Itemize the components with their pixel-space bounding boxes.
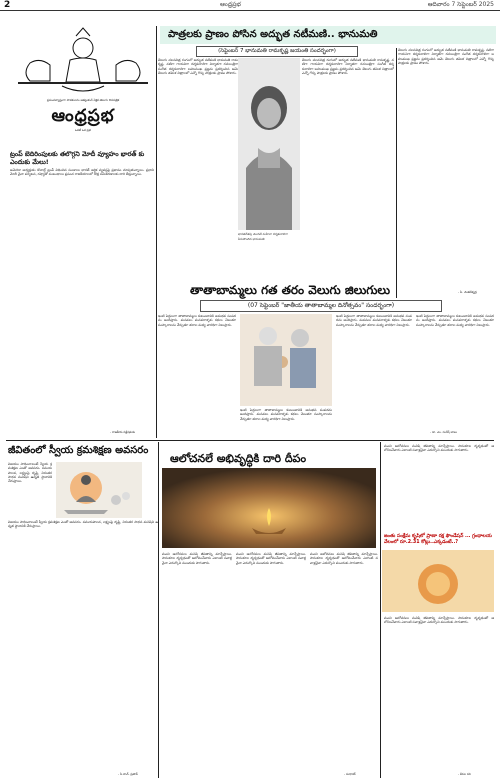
bhanumathi-headline: పాత్రలకు ప్రాణం పోసిన అద్భుత నటీమణి.. భానుమతి [168, 29, 378, 40]
discipline-byline: - సి.హెచ్. ప్రతాప్ [118, 772, 138, 776]
thought-col2: మంచి ఆలోచనలు మనిషి జీవితాన్ని మార్చేస్తాయి. సానుకూల దృక్పథంతో ఆలోచించేవారు ఎలాంటి సవాళ్లనైనా ఎదుర్కొని ముందుకు సాగుతారు. [236, 552, 306, 565]
bhanumathi-headline-banner [160, 26, 496, 44]
thought-headline: ఆలోచనలే అభివృద్ధికి దారి దీపం [170, 452, 307, 465]
bhanumathi-photo [238, 58, 300, 241]
thought-col3: మంచి ఆలోచనలు మనిషి జీవితాన్ని మార్చేస్తాయి. సానుకూల దృక్పథంతో ఆలోచించేవారు ఎలాంటి సవాళ్లనైనా ఎదుర్కొని ముందుకు సాగుతారు. [310, 552, 378, 565]
bhanumathi-subhead: (సెప్టెంబర్ 7 భానుమతి రామకృష్ణ జయంతి సందర్భంగా) [196, 46, 358, 57]
bhanumathi-byline: - పి. వెంకటేశ్వర్లు [458, 290, 478, 294]
bhanumathi-col3: తెలుగు చలనచిత్ర రంగంలో అద్భుత నటీమణి భానుమతి రామకృష్ణ. నటిగా గాయనిగా దర్శకురాలిగా నిర్మాతగా రచయిత్రిగా సంగీత దర్శకురాలిగా బహుముఖ ప్రజ్ఞను ప్రదర్శించిన ఆమె తెలుగు తమిళ చిత్రాలలో ఎన్నో గొప్ప పాత్రలకు ప్రాణం పోశారు. [398, 48, 494, 65]
bhanumathi-photo-caption: భారతదేశపు మొదటి మహిళా దర్శకురాలిగా పేరుపొందిన భానుమతి [238, 232, 288, 241]
trump-byline: - రాజకీయ విశ్లేషకుడు [110, 430, 136, 434]
header-date: ఆదివారం 7 సెప్టెంబర్ 2025 [427, 1, 494, 8]
grandparents-headline: తాతాబామ్మలు గత తరం వెలుగు జిలుగులు [190, 283, 391, 297]
grandparents-col2: ఇంటి పెద్దలుగా తాతాబామ్మలు కుటుంబానికి అనుభవ సంపదను అందిస్తారు. మనవలు మనవరాళ్ళకు కథలు చెబుతూ సంస్కారాలను నేర్పుతూ తరాల మధ్య వారధిగా నిలుస్తారు. [240, 408, 332, 421]
grandparents-photo [240, 314, 332, 406]
side-ad-body: మంచి ఆలోచనలు మనిషి జీవితాన్ని మార్చేస్తాయి. సానుకూల దృక్పథంతో ఆలోచించేవారు ఎలాంటి సవాళ్లనైనా ఎదుర్కొని ముందుకు సాగుతారు. [384, 616, 494, 625]
discipline-body: విజయం సాధించాలంటే స్వీయ క్రమశిక్షణ ఎంతో అవసరం. సమయపాలన, లక్ష్యంపై దృష్టి, నిరంతర సాధన మనిషిని ఉన్నత స్థానానికి చేరుస్తాయి. [8, 520, 158, 529]
header-masthead: ఆంధ్రప్రభ [220, 1, 241, 8]
grandparents-col3: ఇంటి పెద్దలుగా తాతాబామ్మలు కుటుంబానికి అనుభవ సంపదను అందిస్తారు. మనవలు మనవరాళ్ళకు కథలు చెబుతూ సంస్కారాలను నేర్పుతూ తరాల మధ్య వారధిగా నిలుస్తారు. [336, 314, 412, 327]
logo-slogan: ఒకటే ఒక ప్రభ [74, 128, 92, 132]
side-ad-byline: - కేవల రవి [458, 772, 471, 776]
thought-col1: మంచి ఆలోచనలు మనిషి జీవితాన్ని మార్చేస్తాయి. సానుకూల దృక్పథంతో ఆలోచించేవారు ఎలాంటి సవాళ్లనైనా ఎదుర్కొని ముందుకు సాగుతారు. [162, 552, 232, 565]
discipline-photo [56, 462, 142, 518]
grandparents-byline: - డా. ఎం. సురేష్ బాబు [430, 430, 458, 434]
side-col-top: మంచి ఆలోచనలు మనిషి జీవితాన్ని మార్చేస్తాయి. సానుకూల దృక్పథంతో ఆలోచించేవారు ఎలాంటి సవాళ్లనైనా ఎదుర్కొని ముందుకు సాగుతారు. [384, 444, 494, 453]
logo-name: ఆంధ్రప్రభ [51, 106, 115, 126]
bhanumathi-col1: తెలుగు చలనచిత్ర రంగంలో అద్భుత నటీమణి భానుమతి రామకృష్ణ. నటిగా గాయనిగా దర్శకురాలిగా నిర్మాతగా రచయిత్రిగా సంగీత దర్శకురాలిగా బహుముఖ ప్రజ్ఞను ప్రదర్శించిన ఆమె తెలుగు తమిళ చిత్రాలలో ఎన్నో గొప్ప పాత్రలకు ప్రాణం పోశారు. [158, 58, 238, 75]
bhanumathi-col2: తెలుగు చలనచిత్ర రంగంలో అద్భుత నటీమణి భానుమతి రామకృష్ణ. నటిగా గాయనిగా దర్శకురాలిగా నిర్మాతగా రచయిత్రిగా సంగీత దర్శకురాలిగా బహుముఖ ప్రజ్ఞను ప్రదర్శించిన ఆమె తెలుగు తమిళ చిత్రాలలో ఎన్నో గొప్ప పాత్రలకు ప్రాణం పోశారు. [302, 58, 394, 75]
goddess-elephants-icon [10, 26, 156, 106]
discipline-headline: జీవితంలో స్వీయ క్రమశిక్షణ అవసరం [8, 445, 149, 456]
grandparents-col1: ఇంటి పెద్దలుగా తాతాబామ్మలు కుటుంబానికి అనుభవ సంపదను అందిస్తారు. మనవలు మనవరాళ్ళకు కథలు చెబుతూ సంస్కారాలను నేర్పుతూ తరాల మధ్య వారధిగా నిలుస్తారు. [158, 314, 236, 327]
thought-byline: - సుధాకర్ [344, 772, 356, 776]
trump-headline: ట్రంప్ బెదిరింపులకు తలొగ్గని మోదీ వ్యూహం భారత్ కు ఎందుకు మేలు! [10, 150, 145, 166]
thought-photo [162, 468, 376, 548]
page-number: 2 [4, 0, 11, 10]
discipline-col1: విజయం సాధించాలంటే స్వీయ క్రమశిక్షణ ఎంతో అవసరం. సమయపాలన, లక్ష్యంపై దృష్టి, నిరంతర సాధన మనిషిని ఉన్నత స్థానానికి చేరుస్తాయి. [8, 462, 52, 484]
grandparents-col4: ఇంటి పెద్దలుగా తాతాబామ్మలు కుటుంబానికి అనుభవ సంపదను అందిస్తారు. మనవలు మనవరాళ్ళకు కథలు చెబుతూ సంస్కారాలను నేర్పుతూ తరాల మధ్య వారధిగా నిలుస్తారు. [416, 314, 494, 327]
page-header-bar [0, 0, 500, 11]
masthead-logo [10, 26, 156, 144]
logo-tagline: ప్రపంచవ్యాప్తంగా పాఠకులను ఆకట్టుకునే ఏకైక తెలుగు దినపత్రిక [46, 98, 120, 102]
trump-body: అమెరికా అధ్యక్షుడు డొనాల్డ్ ట్రంప్ విధించిన సుంకాలు భారత్ ఆర్థిక వ్యవస్థపై ప్రభావం చూపుతున్నాయి. ప్రధాని మోదీ చైనా పర్యటన, రష్యాతో సంబంధాలు ప్రపంచ రాజకీయాలలో కొత్త సమీకరణాలకు దారి తీస్తున్నాయి. [10, 168, 154, 177]
side-ad-headline: జంతు సంక్షేమ కృషిలో ప్రాణా రక్ష ఫౌండేషన్ ... గ్రంథాలయ వేలంలో రూ.2.31 కోట్లు..ఎక్కడంటే..? [384, 534, 492, 545]
side-ad-image [382, 550, 494, 612]
grandparents-subhead: (07 సెప్టెంబర్ "జాతీయ తాతాబామ్మల దినోత్సవం" సందర్భంగా) [200, 300, 442, 312]
